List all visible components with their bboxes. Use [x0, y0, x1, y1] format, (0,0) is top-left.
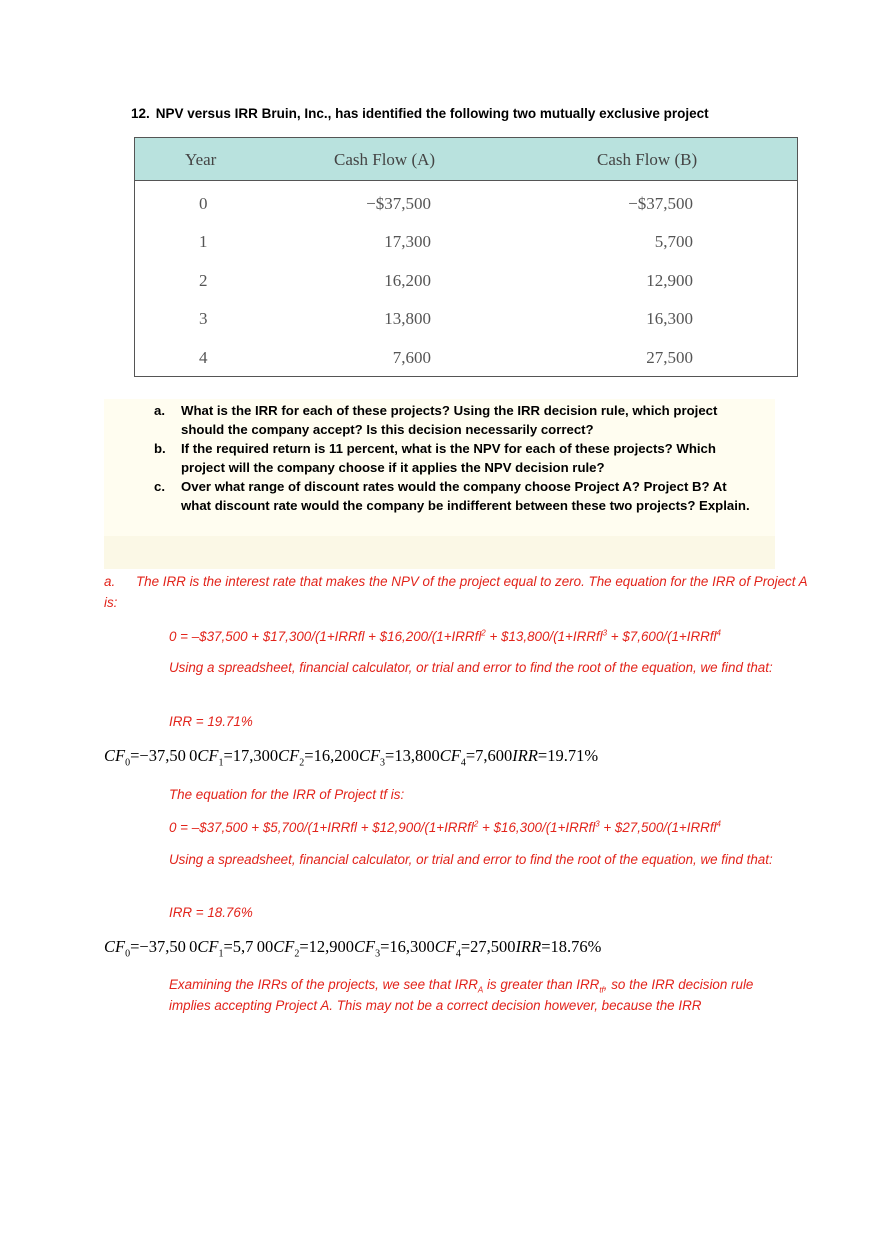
cell-year: 2: [199, 271, 208, 290]
cell-cash-flow-a: 13,800: [384, 309, 431, 328]
question-text: If the required return is 11 percent, what is the NPV for each of these projects? Which project will the company choose if it applies the NPV decision rule?: [181, 441, 716, 475]
questions-list: [154, 401, 754, 515]
equation-b-intro: The equation for the IRR of Project tf is:: [169, 787, 405, 802]
question-b: [154, 439, 754, 477]
answer-intro-text: The IRR is the interest rate that makes the NPV of the project equal to zero. The equation for the IRR of Project A is:: [104, 574, 808, 610]
spreadsheet-note-b: Using a spreadsheet, financial calculator, or trial and error to find the root of the equation, we find that:: [169, 852, 773, 867]
cash-flow-table: [134, 137, 798, 377]
problem-number: 12.: [131, 106, 150, 121]
cell-cash-flow-b: 12,900: [646, 271, 693, 290]
cell-cash-flow-a: 17,300: [384, 232, 431, 251]
cell-cash-flow-b: 27,500: [646, 348, 693, 367]
question-letter: b.: [154, 441, 166, 456]
equation-b: 0 = –$37,500 + $5,700/(1+IRRfl + $12,900/(1+IRRfl$^2$ + $16,300/(1+IRRfl$^3$ + $27,500/(1+IRRfl$^4$: [169, 819, 721, 835]
question-c: [154, 477, 754, 515]
cell-year: 4: [199, 348, 208, 367]
cell-cash-flow-a: −$37,500: [366, 194, 431, 213]
question-letter: a.: [154, 403, 165, 418]
cell-year: 1: [199, 232, 208, 251]
calc-line-b: $CF_0=-37,50$ $0CF_1=5,7$ $00CF_2=12,900CF_3=16,300CF_4=27,500IRR=18.76\%$: [104, 937, 602, 960]
questions-box: [104, 399, 775, 569]
cell-cash-flow-a: 7,600: [392, 348, 431, 367]
cell-cash-flow-b: 5,700: [654, 232, 693, 251]
header-cash-flow-a: Cash Flow (A): [334, 150, 436, 169]
question-text: What is the IRR for each of these projects? Using the IRR decision rule, which project should the company accept? Is this decision necessarily correct?: [181, 403, 718, 437]
spreadsheet-note-a: Using a spreadsheet, financial calculator, or trial and error to find the root of the equation, we find that:: [169, 660, 773, 675]
conclusion: Examining the IRRs of the projects, we see that $IRR_A$ is greater than $IRR_{tf}$, so the IRR decision rule implies accepting Project A. This may not be a correct decision however, because the IRR: [169, 977, 754, 1013]
irr-result-b: IRR = 18.76%: [169, 905, 253, 920]
cell-cash-flow-a: 16,200: [384, 271, 431, 290]
cell-year: 3: [199, 309, 208, 328]
irr-result-a: IRR = 19.71%: [169, 714, 253, 729]
cell-cash-flow-b: −$37,500: [628, 194, 693, 213]
problem-title: NPV versus IRR Bruin, Inc., has identified the following two mutually exclusive project: [155, 106, 709, 121]
equation-a: 0 = –$37,500 + $17,300/(1+IRRfl + $16,200/(1+IRRfl$^2$ + $13,800/(1+IRRfl$^3$ + $7,600/(1+IRRfl$^4$: [169, 628, 721, 644]
answer-label: a.: [104, 574, 116, 589]
header-cash-flow-b: Cash Flow (B): [597, 150, 698, 169]
table-header-row: [135, 138, 797, 181]
header-year: Year: [185, 150, 217, 169]
question-a: [154, 401, 754, 439]
calc-line-a: $CF_0=-37,50$ $0CF_1=17,300CF_2=16,200CF_3=13,800CF_4=7,600IRR=19.71\%$: [104, 746, 599, 769]
answer-intro: [104, 571, 820, 613]
question-letter: c.: [154, 479, 165, 494]
cell-cash-flow-b: 16,300: [646, 309, 693, 328]
question-text: Over what range of discount rates would the company choose Project A? Project B? At what discount rate would the company be indifferent between these two projects? Explain.: [181, 479, 750, 513]
problem-heading: [131, 106, 709, 121]
cell-year: 0: [199, 194, 208, 213]
